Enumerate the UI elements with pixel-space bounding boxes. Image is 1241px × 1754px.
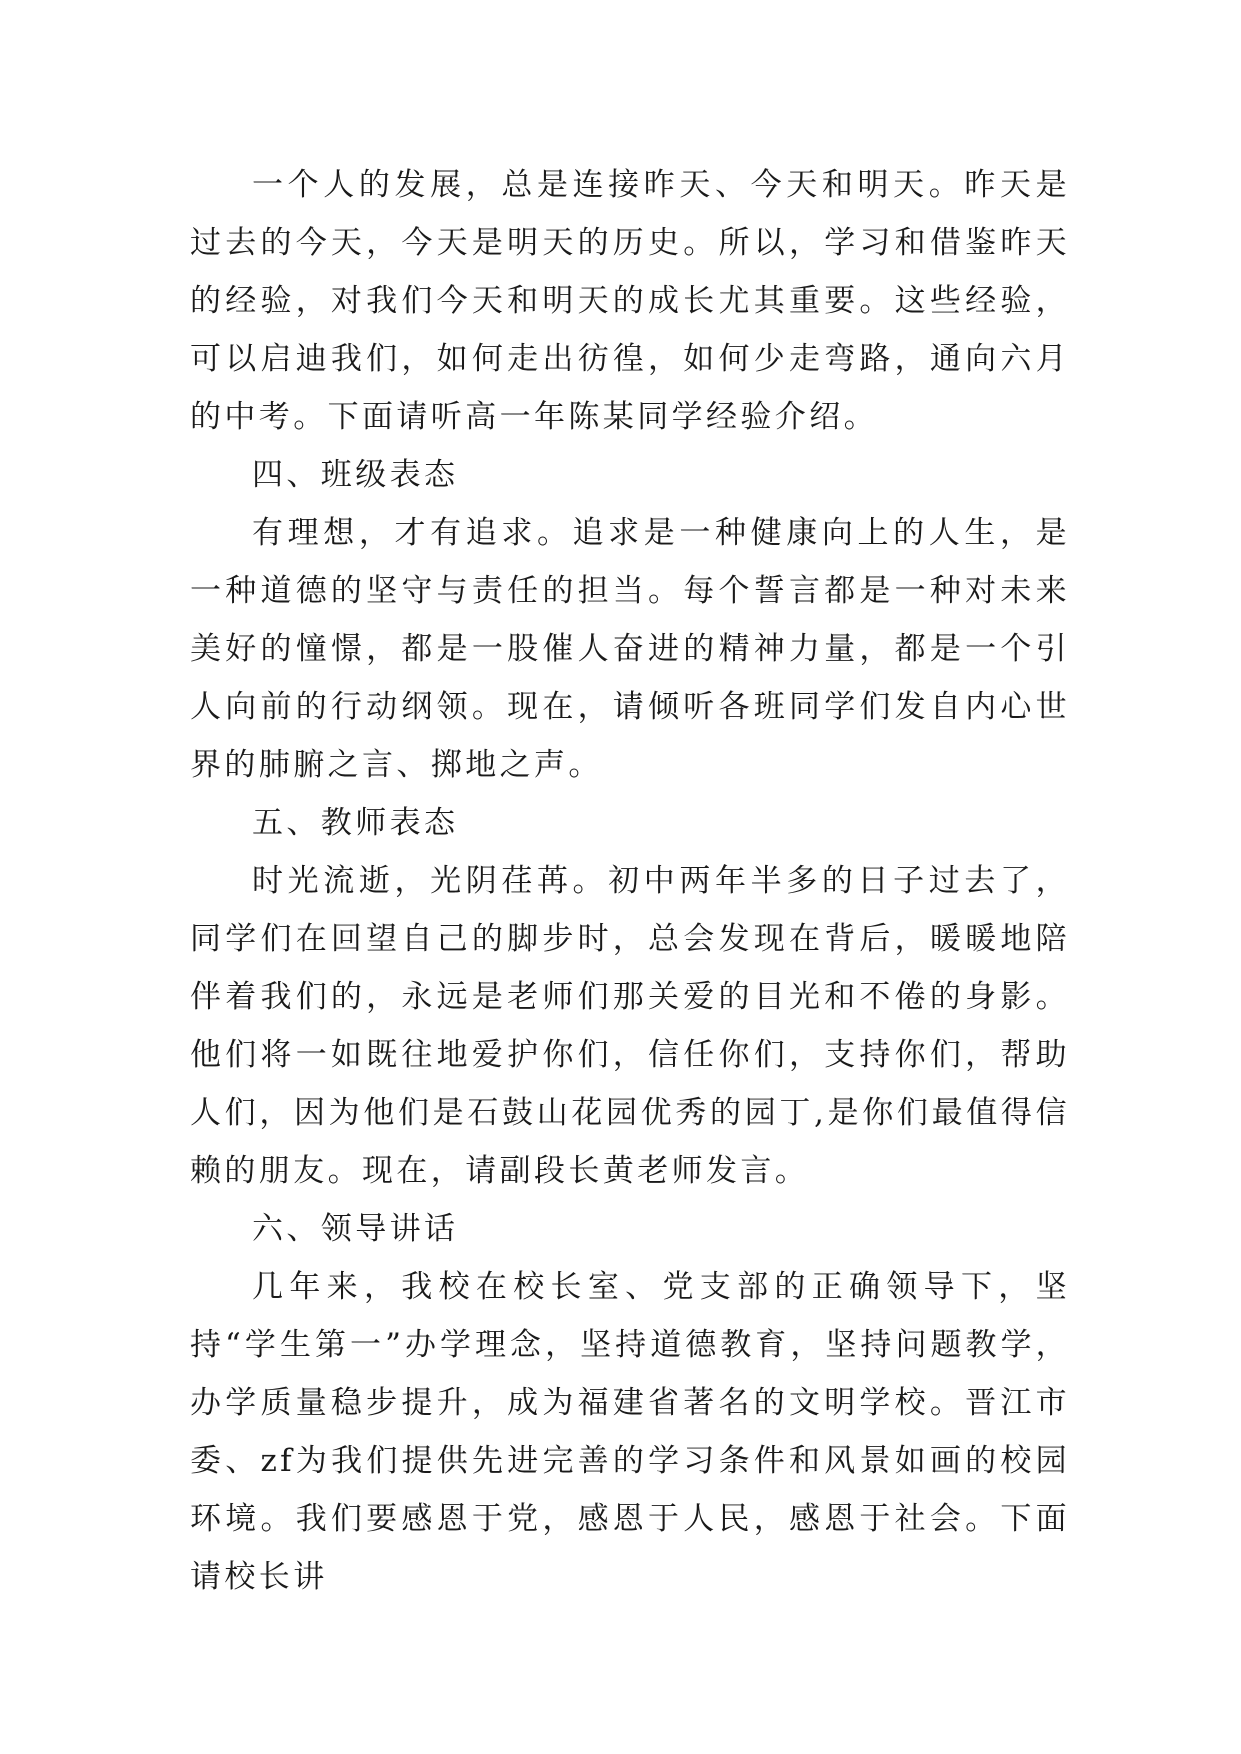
paragraph-class-pledge: 有理想，才有追求。追求是一种健康向上的人生，是一种道德的坚守与责任的担当。每个誓言都是一种对未来美好的憧憬，都是一股催人奋进的精神力量，都是一个引人向前的行动纲领。现在，请倾听各班同学们发自内心世界的肺腑之言、掷地之声。 [190,515,1070,783]
section-heading-class-pledge: 四、班级表态 [252,457,459,493]
section-heading-teacher-pledge: 五、教师表态 [252,805,459,841]
paragraph-leader-speech: 几年来，我校在校长室、党支部的正确领导下，坚持“学生第一”办学理念，坚持道德教育，坚持问题教学，办学质量稳步提升，成为福建省著名的文明学校。晋江市委、zf为我们提供先进完善的学习条件和风景如画的校园环境。我们要感恩于党，感恩于人民，感恩于社会。下面请校长讲 [190,1269,1070,1595]
paragraph-teacher-pledge: 时光流逝，光阴荏苒。初中两年半多的日子过去了，同学们在回望自己的脚步时，总会发现在背后，暖暖地陪伴着我们的，永远是老师们那关爱的目光和不倦的身影。他们将一如既往地爱护你们，信任你们，支持你们，帮助人们，因为他们是石鼓山花园优秀的园丁,是你们最值得信赖的朋友。现在，请副段长黄老师发言。 [190,863,1070,1189]
document-body [190,156,1070,1606]
paragraph-experience-intro: 一个人的发展，总是连接昨天、今天和明天。昨天是过去的今天，今天是明天的历史。所以，学习和借鉴昨天的经验，对我们今天和明天的成长尤其重要。这些经验，可以启迪我们，如何走出彷徨，如何少走弯路，通向六月的中考。下面请听高一年陈某同学经验介绍。 [190,167,1070,435]
section-heading-leader-speech: 六、领导讲话 [252,1211,459,1247]
